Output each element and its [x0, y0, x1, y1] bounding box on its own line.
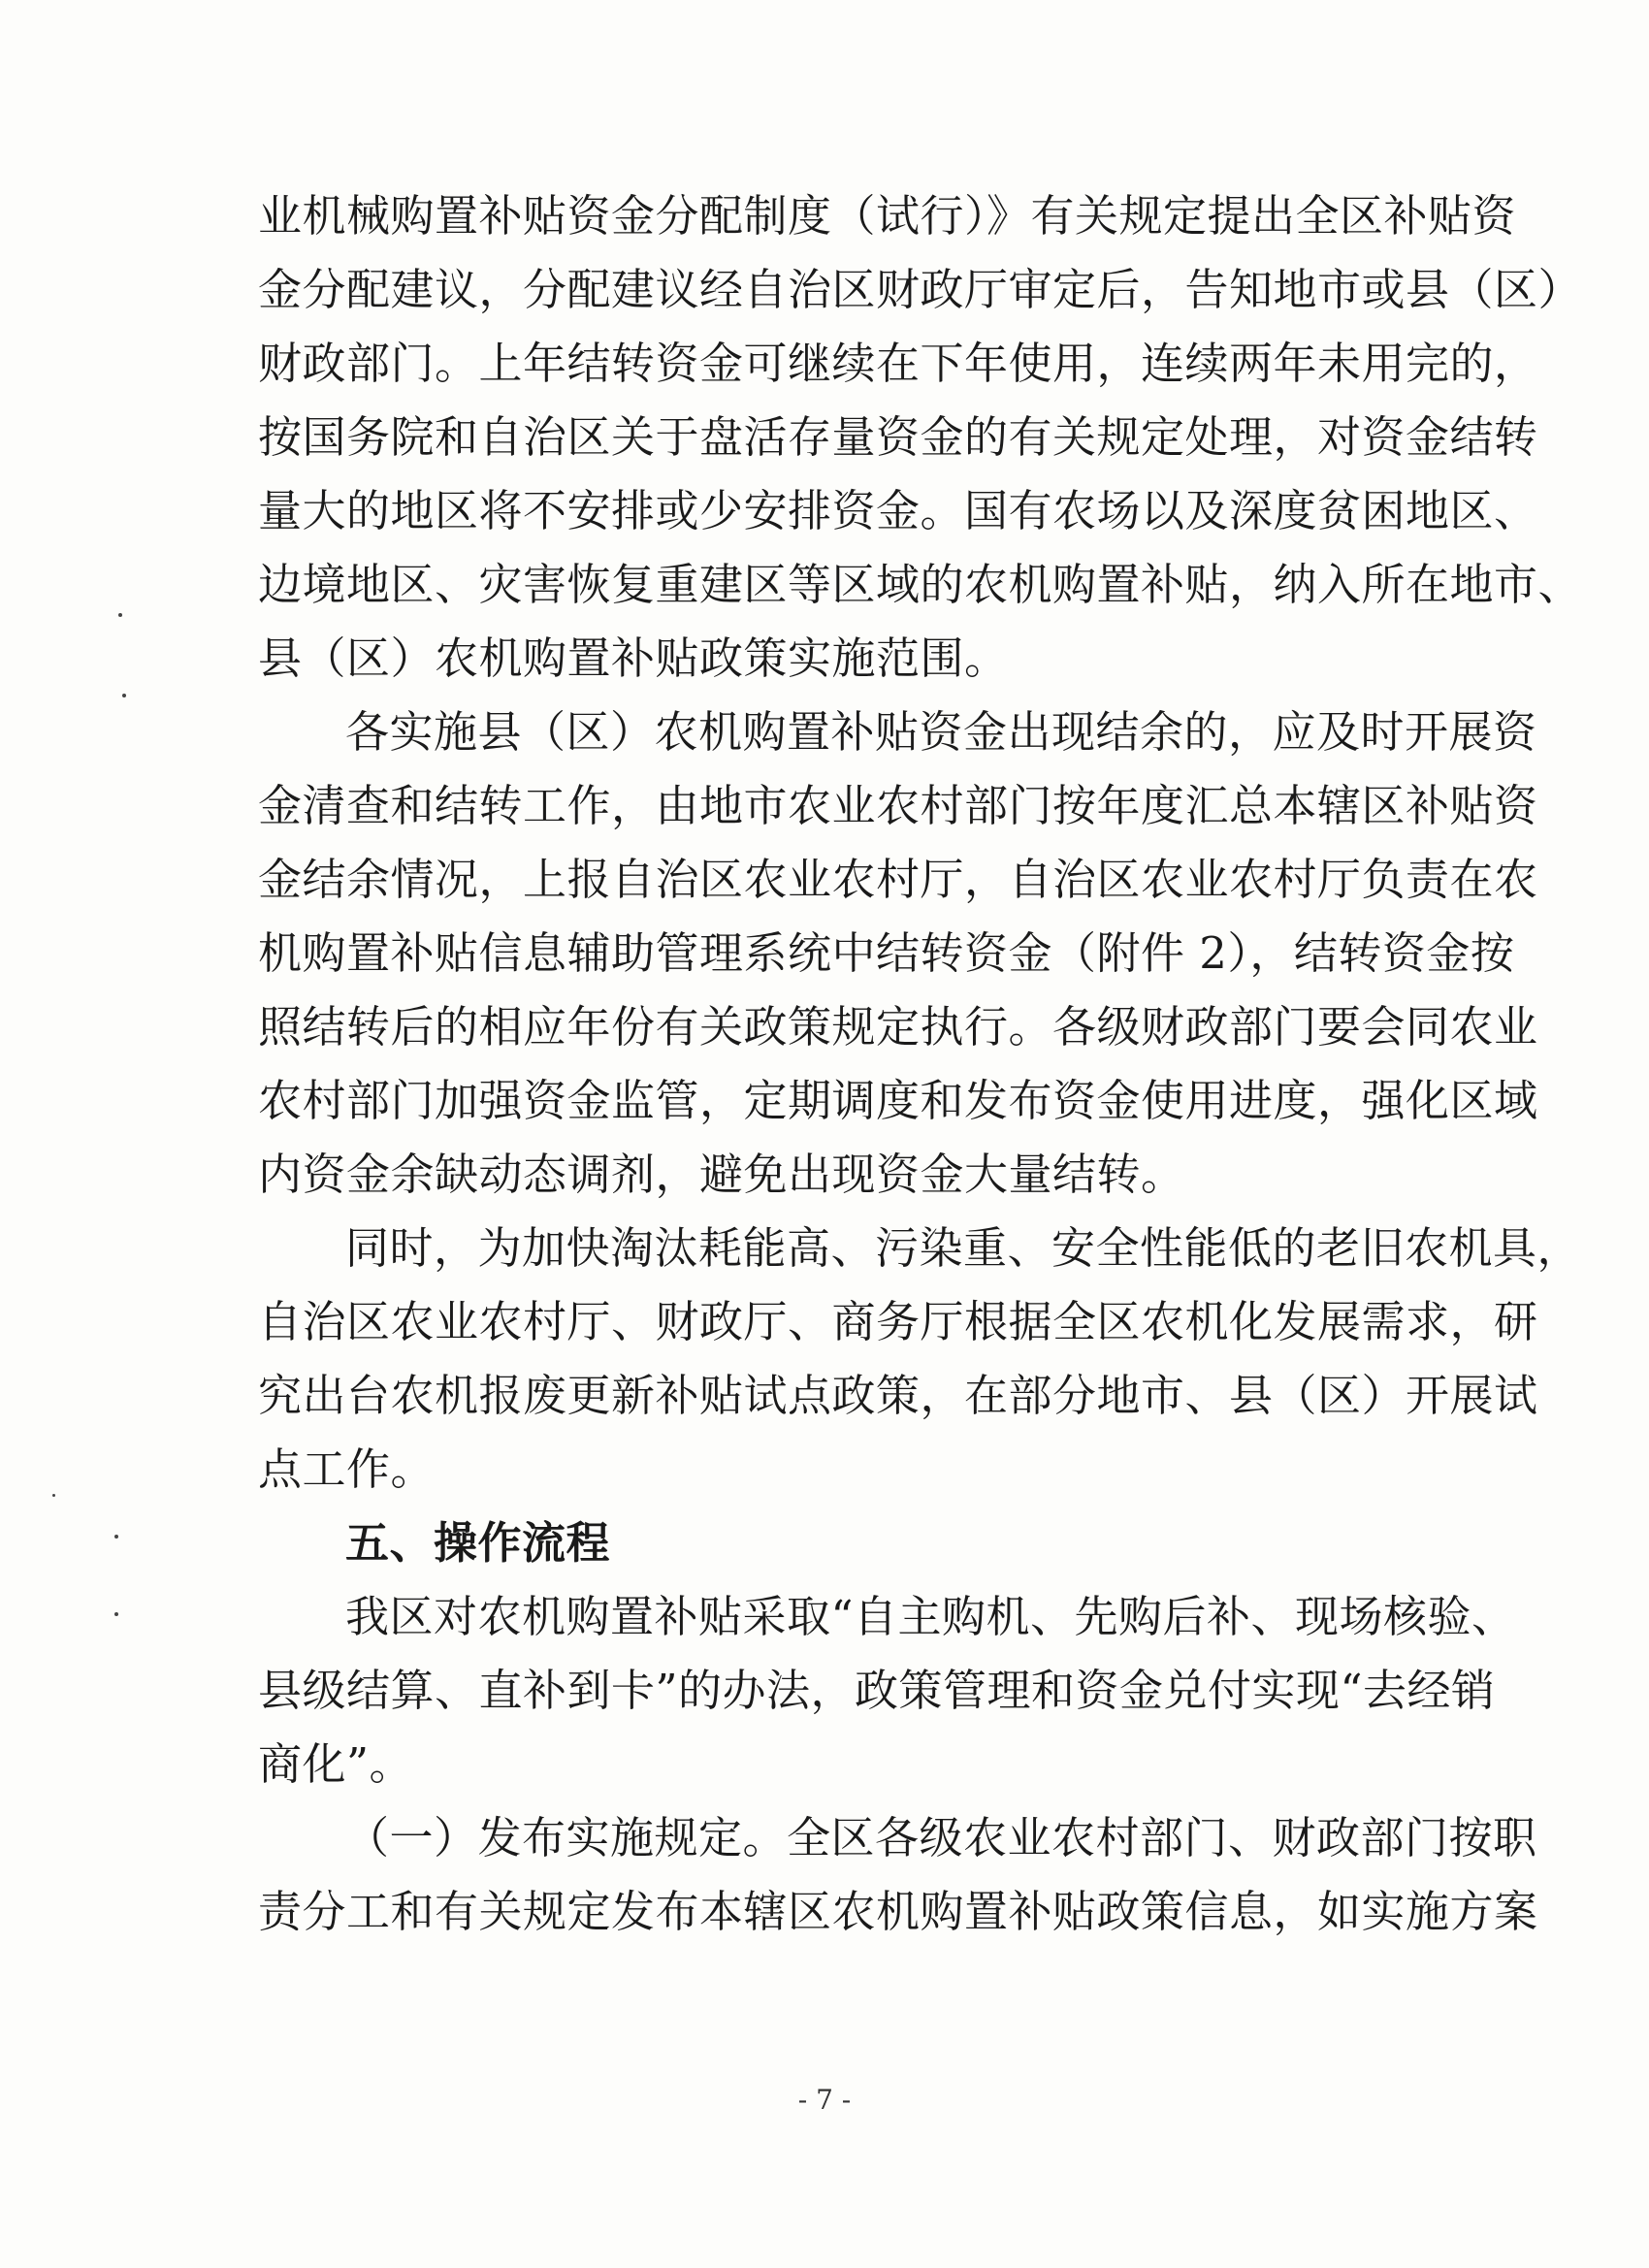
- text-line: 照结转后的相应年份有关政策规定执行。各级财政部门要会同农业: [258, 1001, 1538, 1053]
- text-line: 究出台农机报废更新补贴试点政策，在部分地市、县（区）开展试: [258, 1370, 1538, 1421]
- scan-speck: [118, 613, 122, 617]
- paragraph-first-line: 各实施县（区）农机购置补贴资金出现结余的，应及时开展资: [345, 706, 1537, 758]
- scan-speck: [52, 1494, 55, 1497]
- page-number: - 7 -: [797, 2084, 852, 2116]
- text-line: 财政部门。上年结转资金可继续在下年使用，连续两年未用完的，: [258, 338, 1538, 389]
- text-line: 金分配建议，分配建议经自治区财政厅审定后，告知地市或县（区）: [258, 264, 1583, 315]
- text-line: 责分工和有关规定发布本辖区农机购置补贴政策信息，如实施方案: [258, 1886, 1538, 1937]
- text-line: 量大的地区将不安排或少安排资金。国有农场以及深度贫困地区、: [258, 485, 1538, 536]
- section-heading: 五、操作流程: [345, 1517, 611, 1569]
- text-line: 业机械购置补贴资金分配制度（试行）》有关规定提出全区补贴资: [258, 190, 1517, 242]
- text-line: 机购置补贴信息辅助管理系统中结转资金（附件 2），结转资金按: [258, 927, 1515, 979]
- scan-speck: [114, 1535, 118, 1539]
- subsection-first-line: （一）发布实施规定。全区各级农业农村部门、财政部门按职: [345, 1812, 1537, 1863]
- text-line: 边境地区、灾害恢复重建区等区域的农机购置补贴，纳入所在地市、: [258, 559, 1583, 610]
- paragraph-first-line: 我区对农机购置补贴采取“自主购机、先购后补、现场核验、: [345, 1591, 1516, 1642]
- scan-speck: [114, 1612, 118, 1616]
- text-line: 金清查和结转工作，由地市农业农村部门按年度汇总本辖区补贴资: [258, 780, 1538, 831]
- text-line: 自治区农业农村厅、财政厅、商务厅根据全区农机化发展需求，研: [258, 1296, 1538, 1347]
- text-line: 县级结算、直补到卡”的办法，政策管理和资金兑付实现“去经销: [258, 1665, 1496, 1716]
- text-line: 金结余情况，上报自治区农业农村厅，自治区农业农村厅负责在农: [258, 854, 1538, 905]
- text-line: 农村部门加强资金监管，定期调度和发布资金使用进度，强化区域: [258, 1075, 1538, 1126]
- text-line: 内资金余缺动态调剂，避免出现资金大量结转。: [258, 1149, 1185, 1200]
- document-body: [258, 179, 1583, 1949]
- text-line: 按国务院和自治区关于盘活存量资金的有关规定处理，对资金结转: [258, 411, 1538, 463]
- text-line: 县（区）农机购置补贴政策实施范围。: [258, 632, 1009, 684]
- scan-speck: [122, 694, 126, 697]
- text-line: 点工作。: [258, 1443, 436, 1495]
- text-line: 商化”。: [258, 1738, 414, 1790]
- paragraph-first-line: 同时，为加快淘汰耗能高、污染重、安全性能低的老旧农机具，: [345, 1222, 1582, 1274]
